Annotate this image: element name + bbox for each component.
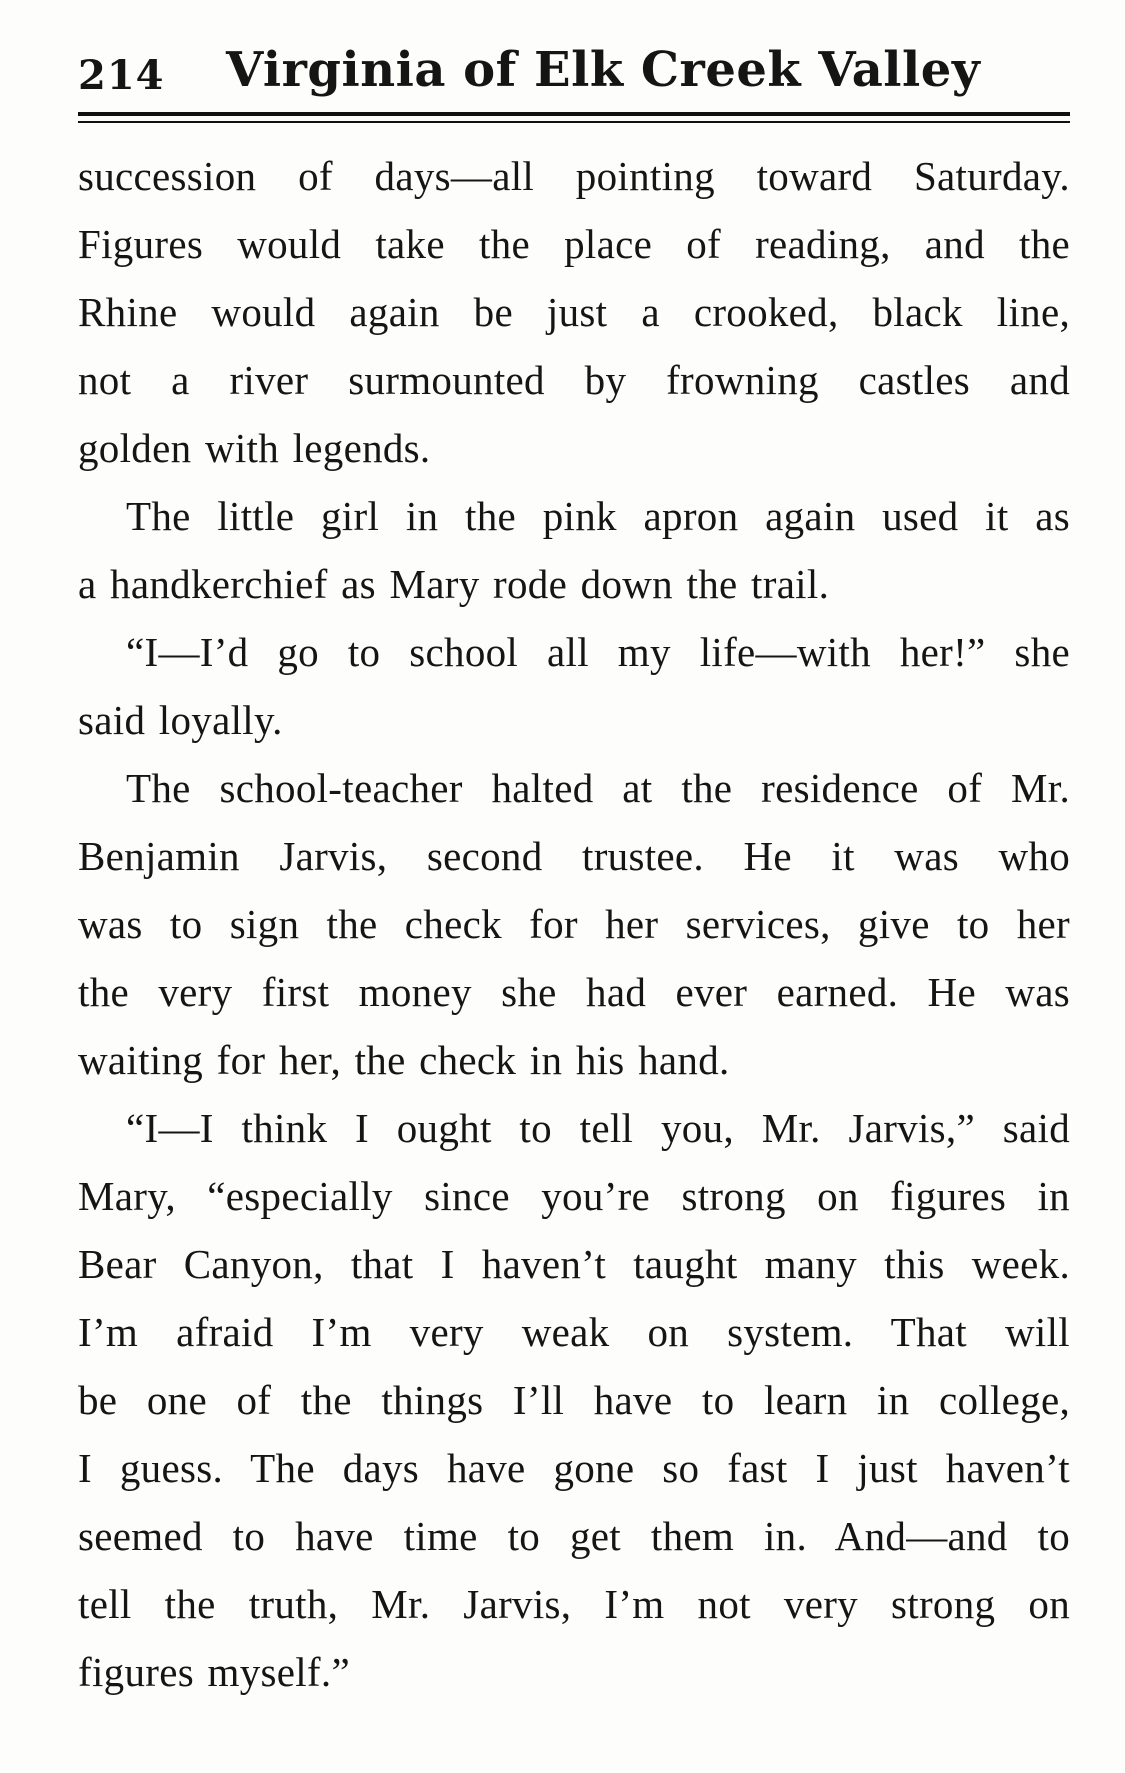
text-line: figures myself.”	[78, 1649, 350, 1695]
text-line: I guess. The days have gone so fast I just haven’t	[78, 1445, 1070, 1491]
text-line: succession of days—all pointing toward Saturday.	[78, 153, 1070, 199]
page-number: 214	[78, 52, 165, 99]
text-line: Bear Canyon, that I haven’t taught many this week.	[78, 1241, 1070, 1287]
running-head	[78, 38, 1068, 108]
text-line: waiting for her, the check in his hand.	[78, 1037, 730, 1083]
text-line: “I—I’d go to school all my life—with her!” she	[126, 629, 1070, 675]
text-line: was to sign the check for her services, give to her	[78, 901, 1070, 947]
text-line: Rhine would again be just a crooked, black line,	[78, 289, 1070, 335]
paragraph	[78, 754, 1070, 1094]
text-line: said loyally.	[78, 697, 283, 743]
paragraph	[78, 618, 1070, 754]
text-line: tell the truth, Mr. Jarvis, I’m not very strong on	[78, 1581, 1070, 1627]
text-line: be one of the things I’ll have to learn in college,	[78, 1377, 1070, 1423]
text-line: Benjamin Jarvis, second trustee. He it was who	[78, 833, 1070, 879]
paragraph	[78, 482, 1070, 618]
header-rule-thick	[78, 112, 1070, 116]
text-line: a handkerchief as Mary rode down the trail.	[78, 561, 830, 607]
book-title: Virginia of Elk Creek Valley	[226, 42, 981, 98]
body-text	[78, 142, 1070, 1706]
text-line: Mary, “especially since you’re strong on figures in	[78, 1173, 1070, 1219]
text-line: I’m afraid I’m very weak on system. That will	[78, 1309, 1070, 1355]
text-line: the very first money she had ever earned. He was	[78, 969, 1070, 1015]
text-line: golden with legends.	[78, 425, 431, 471]
text-line: Figures would take the place of reading, and the	[78, 221, 1070, 267]
text-line: The school-teacher halted at the residence of Mr.	[126, 765, 1070, 811]
text-line: “I—I think I ought to tell you, Mr. Jarvis,” said	[126, 1105, 1070, 1151]
text-line: The little girl in the pink apron again used it as	[126, 493, 1070, 539]
paragraph	[78, 142, 1070, 482]
text-line: seemed to have time to get them in. And—and to	[78, 1513, 1070, 1559]
header-rule-thin	[78, 121, 1070, 123]
paragraph	[78, 1094, 1070, 1706]
text-line: not a river surmounted by frowning castles and	[78, 357, 1070, 403]
